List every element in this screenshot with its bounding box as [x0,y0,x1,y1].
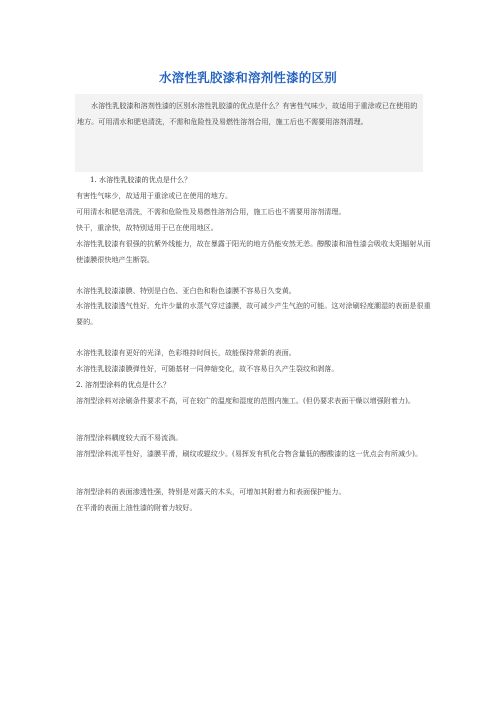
section-heading-1: 1. 水溶性乳胶漆的优点是什么？ [90,175,192,184]
paragraph: 在平滑的表面上油性漆的附着力较好。 [76,503,197,512]
paragraph: 水溶性乳胶漆漆膜、特别是白色、亚白色和粉色漆膜不容易日久变黄。 [76,286,296,295]
paragraph: 溶剂型涂料流平性好，漆膜平滑，刷纹或辊纹少。(易挥发有机化合物含量低的醇酸漆的这一优点会有所减少)。 [76,449,423,458]
paragraph: 水溶性乳胶漆有很强的抗紫外线能力，故在暴露于阳光的地方仍能安然无恙。醇酸漆和油性漆会吸收太阳辐射从而使漆膜很快地产生断裂。 [76,239,431,264]
paragraph: 有害性气味少，故适用于重涂或已在使用的地方。 [76,191,233,200]
paragraph: 溶剂型涂料耦度较大而不易流淌。 [76,433,183,442]
paragraph: 水溶性乳胶漆有更好的光泽，色彩维持时间长，故能保持常新的表面。 [76,348,296,357]
paragraph: 溶剂型涂料的表面渗透性强，特别是对露天的木头，可增加其附着力和表面保护能力。 [76,487,346,496]
paragraph: 水溶性乳胶漆透气性好，允许少量的水蒸气穿过漆膜，故可减少产生气泡的可能。这对涂刷轻度潮湿的表面是很重要的。 [76,301,431,326]
intro-block [75,94,423,172]
section-heading-2: 2. 溶剂型涂料的优点是什么？ [76,380,171,389]
paragraph: 快干，重涂快，故特别适用于已在使用地区。 [76,223,218,232]
document-title: 水溶性乳胶漆和溶剂性漆的区别 [159,70,337,85]
intro-paragraph: 水溶性乳胶漆和溶剂性漆的区别水溶性乳胶漆的优点是什么？有害性气味少，故适用于重涂或已在使用的地方。可用清水和肥皂清洗，不需和危险性及易燃性溶剂合用，施工后也不需要用溶剂清理。 [77,101,418,126]
paragraph: 溶剂型涂料对涂刷条件要求不高，可在较广的温度和湿度的范围内施工。(但仍要求表面干燥以增强附着力)。 [76,396,415,405]
paragraph: 水溶性乳胶漆漆膜弹性好，可随基材一同伸缩变化，故不容易日久产生裂纹和剥落。 [76,364,339,373]
paragraph: 可用清水和肥皂清洗，不需和危险性及易燃性溶剂合用，施工后也不需要用溶剂清理。 [76,207,346,216]
